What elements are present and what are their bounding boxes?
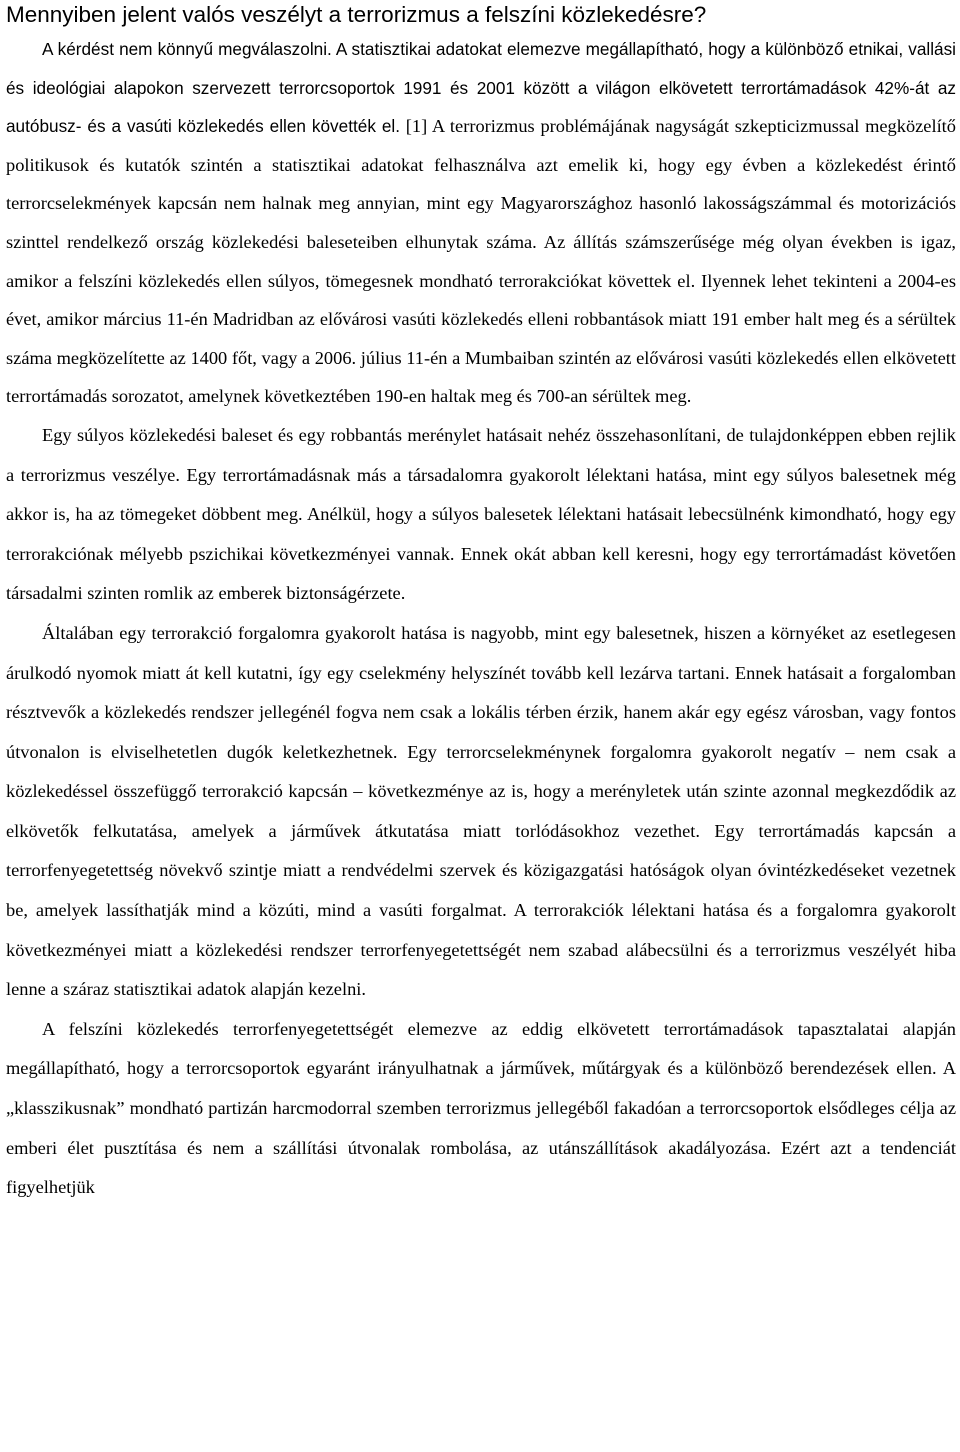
paragraph-1 bbox=[6, 30, 956, 416]
paragraph-3: Általában egy terrorakció forgalomra gyakorolt hatása is nagyobb, mint egy balesetnek, hiszen a környéket az esetlegesen árulkodó nyomok miatt át kell kutatni, így egy cselekmény helyszínét tovább kell lezárva tartani. Ennek hatásait a forgalomban résztvevők a közlekedés rendszer jellegénél fogva nem csak a lokális térben érzik, hanem akár egy egész városban, vagy fontos útvonalon is elviselhetetlen dugók keletkezhetnek. Egy terrorcselekménynek forgalomra gyakorolt negatív – nem csak a közlekedéssel összefüggő terrorakció kapcsán – következménye az is, hogy a merényletek után szinte azonnal megkezdődik az elkövetők felkutatása, amelyek a járművek átkutatása miatt torlódásokhoz vezethet. Egy terrortámadás kapcsán a terrorfenyegetettség növekvő szintje miatt a rendvédelmi szervek és közigazgatási hatóságok olyan óvintézkedéseket vezetnek be, amelyek lassíthatják mind a közúti, mind a vasúti forgalmat. A terrorakciók lélektani hatása és a forgalomra gyakorolt következményei miatt a közlekedési rendszer terrorfenyegetettségét nem szabad alábecsülni és a terrorizmus veszélyét hiba lenne a száraz statisztikai adatok alapján kezelni. bbox=[6, 622, 956, 1000]
document-title: Mennyiben jelent valós veszélyt a terrorizmus a felszíni közlekedésre? bbox=[6, 2, 707, 27]
document-page bbox=[6, 0, 956, 1208]
paragraph-2: Egy súlyos közlekedési baleset és egy robbantás merénylet hatásait nehéz összehasonlítani, de tulajdonképpen ebben rejlik a terrorizmus veszélye. Egy terrortámadásnak más a társadalomra gyakorolt lélektani hatása, mint egy súlyos balesetnek még akkor is, ha az tömegeket döbbent meg. Anélkül, hogy a súlyos balesetek lélektani hatásait lebecsülnénk kimondható, hogy egy terrorakciónak mélyebb pszichikai következményei vannak. Ennek okát abban kell keresni, hogy egy terrortámadást követően társadalmi szinten romlik az emberek biztonságérzete. bbox=[6, 424, 956, 604]
paragraph-4: A felszíni közlekedés terrorfenyegetettségét elemezve az eddig elkövetett terrortámadások tapasztalatai alapján megállapítható, hogy a terrorcsoportok egyaránt irányulhatnak a járművek, műtárgyak és a különböző berendezések ellen. A „klasszikusnak” mondható partizán harcmodorral szemben terrorizmus jellegéből fakadóan a terrorcsoportok elsődleges célja az emberi élet pusztítása és nem a szállítási útvonalak rombolása, az utánszállítások akadályozása. Ezért azt a tendenciát figyelhetjük bbox=[6, 1018, 956, 1198]
paragraph-1-sans-text: A kérdést nem könnyű megválaszolni. A statisztikai adatokat elemezve megállapítható, hogy a különböző etnikai, vallási és ideológiai alapokon szervezett terrorcsoportok 1991 és 2001 között a világon elkövetett terrortámadások 42%-át az autóbusz- és a vasúti közlekedés ellen követték el. bbox=[6, 39, 956, 137]
paragraph-1-serif-text: [1] A terrorizmus problémájának nagyságát szkepticizmussal megközelítő politikusok és kutatók szintén a statisztikai adatokat felhasználva azt emelik ki, hogy egy évben a közlekedést érintő terrorcselekmények kapcsán nem halnak meg annyian, mint egy Magyarországhoz hasonló lakosságszámmal és motorizációs szinttel rendelkező ország közlekedési baleseteiben elhunytak száma. Az állítás számszerűsége még olyan években is igaz, amikor a felszíni közlekedés ellen súlyos, tömegesnek mondható terrorakciókat követtek el. Ilyennek lehet tekinteni a 2004-es évet, amikor március 11-én Madridban az elővárosi vasúti közlekedés elleni robbantások miatt 191 ember halt meg és a sérültek száma megközelítette az 1400 főt, vagy a 2006. július 11-én a Mumbaiban szintén az elővárosi vasúti közlekedés ellen elkövetett terrortámadás sorozatot, amelynek következtében 190-en haltak meg és 700-an sérültek meg. bbox=[6, 116, 956, 407]
